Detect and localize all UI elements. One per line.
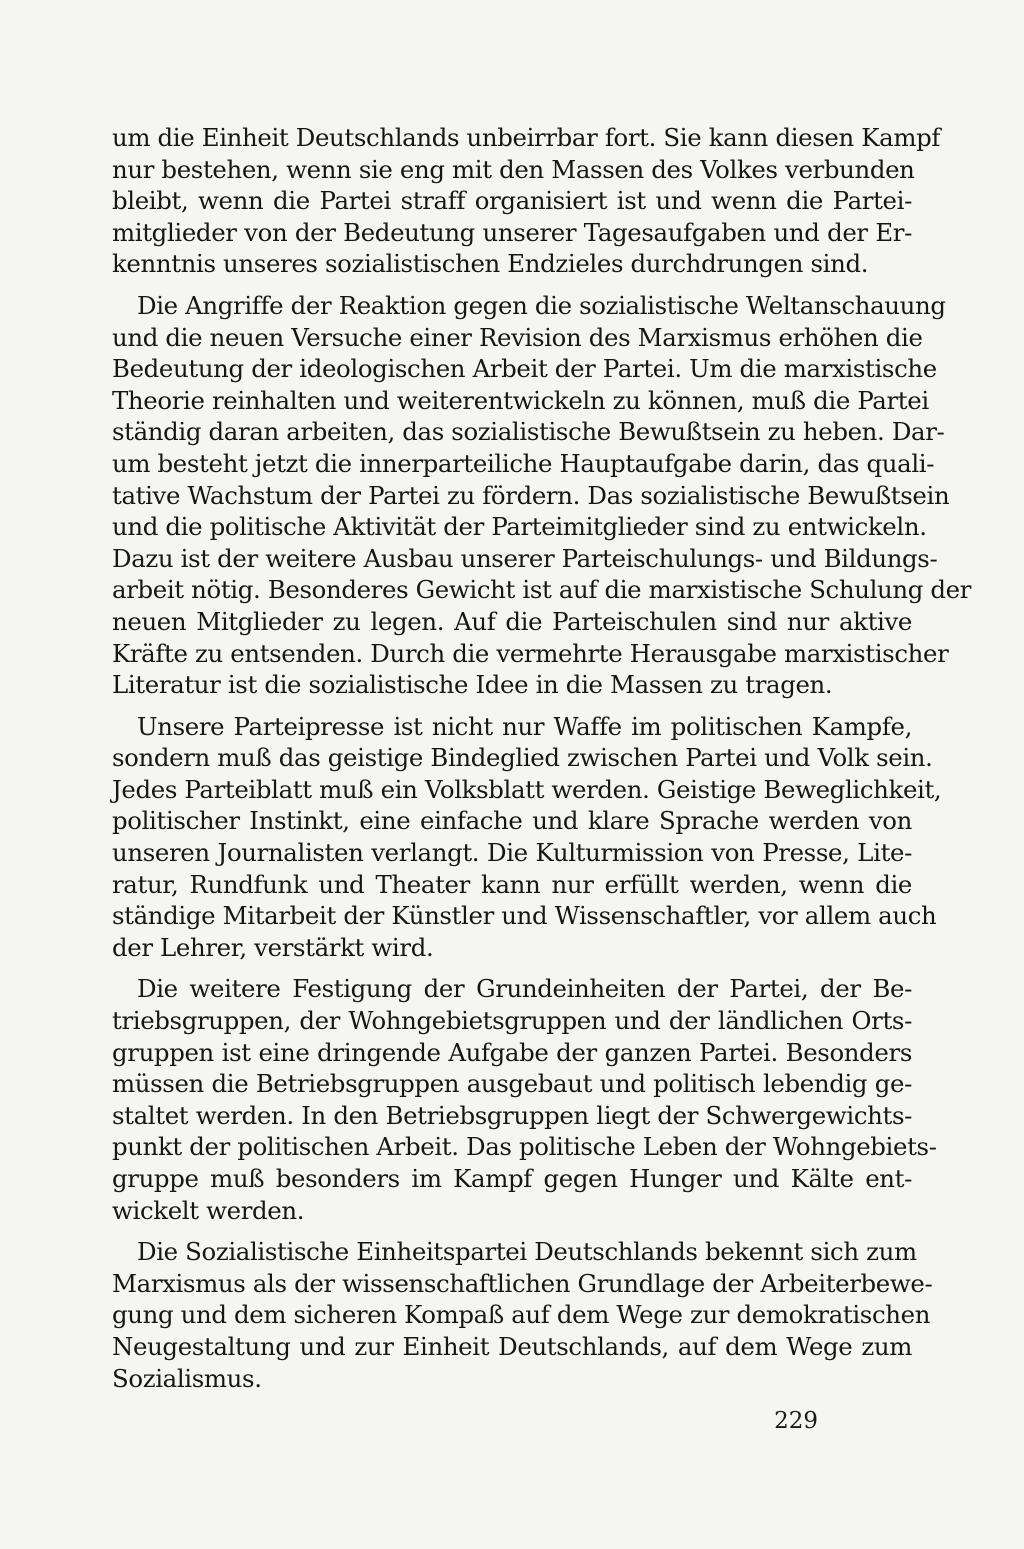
text-line: Die weitere Festigung der Grundeinheiten der Partei, der Be- xyxy=(137,974,912,1004)
text-line: gruppe muß besonders im Kampf gegen Hunger und Kälte ent- xyxy=(112,1164,912,1193)
text-line: der Lehrer, verstärkt wird. xyxy=(112,932,434,962)
text-line: Dazu ist der weitere Ausbau unserer Parteischulungs- und Bildungs- xyxy=(112,543,938,573)
text-line: Neugestaltung und zur Einheit Deutschlands, auf dem Wege zum xyxy=(112,1331,912,1361)
paragraph-3 xyxy=(112,711,942,964)
text-line: Die Sozialistische Einheitspartei Deutschlands bekennt sich zum xyxy=(137,1237,917,1267)
text-line: kenntnis unseres sozialistischen Endzieles durchdrungen sind. xyxy=(112,249,869,279)
page-number: 229 xyxy=(774,1408,818,1434)
text-line: arbeit nötig. Besonderes Gewicht ist auf die marxistische Schulung der xyxy=(112,575,972,605)
text-line: um die Einheit Deutschlands unbeirrbar fort. Sie kann diesen Kampf xyxy=(112,123,941,152)
body-text xyxy=(112,122,972,1404)
paragraph-2 xyxy=(112,290,972,701)
text-line: Marxismus als der wissenschaftlichen Grundlage der Arbeiterbewe- xyxy=(112,1268,933,1298)
text-line: ratur, Rundfunk und Theater kann nur erfüllt werden, wenn die xyxy=(112,869,912,899)
paragraph-4 xyxy=(112,973,937,1226)
text-line: Bedeutung der ideologischen Arbeit der Partei. Um die marxistische xyxy=(112,354,937,384)
text-line: Kräfte zu entsenden. Durch die vermehrte Herausgabe marxistischer xyxy=(112,638,949,668)
text-line: um besteht jetzt die innerparteiliche Hauptaufgabe darin, das quali- xyxy=(112,448,935,478)
paragraph-5 xyxy=(112,1236,933,1394)
text-line: sondern muß das geistige Bindeglied zwischen Partei und Volk sein. xyxy=(112,743,933,773)
text-line: und die politische Aktivität der Parteimitglieder sind zu entwickeln. xyxy=(112,512,927,542)
text-line: gung und dem sicheren Kompaß auf dem Wege zur demokratischen xyxy=(112,1300,931,1330)
text-line: Die Angriffe der Reaktion gegen die sozialistische Weltanschauung xyxy=(137,290,946,320)
text-line: Jedes Parteiblatt muß ein Volksblatt werden. Geistige Beweglichkeit, xyxy=(112,774,942,804)
text-line: Theorie reinhalten und weiterentwickeln zu können, muß die Partei xyxy=(112,385,929,415)
text-line: Sozialismus. xyxy=(112,1363,262,1393)
text-line: nur bestehen, wenn sie eng mit den Massen des Volkes verbunden xyxy=(112,154,915,184)
text-line: ständige Mitarbeit der Künstler und Wissenschaftler, vor allem auch xyxy=(112,901,937,931)
text-line: neuen Mitglieder zu legen. Auf die Parteischulen sind nur aktive xyxy=(112,606,912,636)
text-line: und die neuen Versuche einer Revision des Marxismus erhöhen die xyxy=(112,322,923,352)
text-line: unseren Journalisten verlangt. Die Kulturmission von Presse, Lite- xyxy=(112,838,912,868)
text-line: mitglieder von der Bedeutung unserer Tagesaufgaben und der Er- xyxy=(112,217,912,247)
text-line: staltet werden. In den Betriebsgruppen liegt der Schwergewichts- xyxy=(112,1100,912,1130)
text-line: ständig daran arbeiten, das sozialistische Bewußtsein zu heben. Dar- xyxy=(112,417,945,447)
text-line: Unsere Parteipresse ist nicht nur Waffe im politischen Kampfe, xyxy=(137,711,912,741)
text-line: bleibt, wenn die Partei straff organisiert ist und wenn die Partei- xyxy=(112,186,912,216)
text-line: punkt der politischen Arbeit. Das politische Leben der Wohngebiets- xyxy=(112,1132,937,1162)
text-line: politischer Instinkt, eine einfache und klare Sprache werden von xyxy=(112,806,912,836)
text-line: gruppen ist eine dringende Aufgabe der ganzen Partei. Besonders xyxy=(112,1037,912,1067)
text-line: müssen die Betriebsgruppen ausgebaut und politisch lebendig ge- xyxy=(112,1069,912,1099)
text-line: Literatur ist die sozialistische Idee in die Massen zu tragen. xyxy=(112,670,833,700)
paragraph-1 xyxy=(112,122,941,280)
text-line: tative Wachstum der Partei zu fördern. Das sozialistische Bewußtsein xyxy=(112,480,950,510)
text-line: wickelt werden. xyxy=(112,1195,305,1225)
text-line: triebsgruppen, der Wohngebietsgruppen und der ländlichen Orts- xyxy=(112,1006,912,1036)
